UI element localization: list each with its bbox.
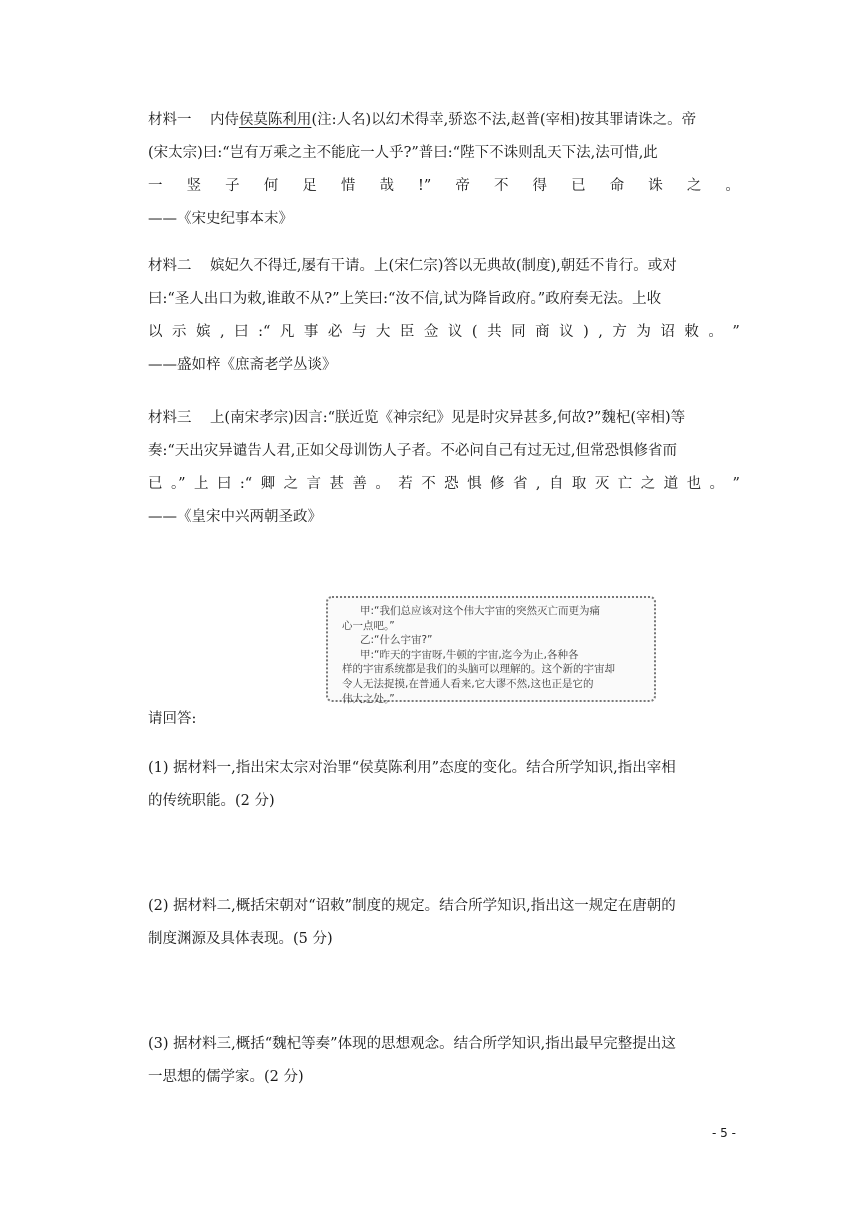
question-1-line-2: 的传统职能。(2 分) (148, 793, 275, 809)
spaced-char: 不 (493, 178, 509, 194)
spaced-char: 已 (148, 476, 163, 492)
text-segment: 上(南宋孝宗)因言:“朕近览《神宗纪》见是时灾异甚多,何故?”魏杞(宰相)等 (209, 410, 686, 426)
spaced-char: 。 (725, 178, 740, 194)
spaced-char: ” (732, 476, 740, 492)
spaced-char: 帝 (455, 178, 470, 194)
figure-line: 伟大之处。” (342, 692, 395, 705)
spaced-char: 之 (686, 178, 702, 194)
spaced-char: 不 (421, 476, 436, 492)
figure-line: 甲:“昨天的宇宙呀,牛顿的宇宙,迄今为止,各种各 (360, 648, 579, 661)
spaced-char: 商 (535, 324, 550, 340)
spaced-char: 哉 (379, 178, 394, 194)
spaced-char: :“ (258, 324, 271, 340)
spaced-char: 。 (708, 324, 723, 340)
spaced-char: 诏 (660, 324, 675, 340)
spaced-char: 子 (225, 178, 240, 194)
figure-line: 样的宇宙系统都是我们的头脑可以理解的。这个新的宇宙却 (342, 663, 615, 676)
spaced-char: 。 (709, 476, 725, 492)
material-label: 材料三 (148, 410, 192, 426)
spaced-char: 得 (532, 178, 548, 194)
spaced-char: 也 (686, 476, 702, 492)
spaced-char: , (535, 476, 541, 492)
spaced-char: 已 (571, 178, 586, 194)
question-2-line-1: (2) 据材料二,概括宋朝对“诏敕”制度的规定。结合所学知识,指出这一规定在唐朝的 (148, 898, 676, 914)
spaced-char: 恐 (444, 476, 459, 492)
spaced-char: 自 (548, 476, 564, 492)
text-segment: 嫔妃久不得迁,屡有干请。上(宋仁宗)答以无典故(制度),朝廷不肯行。或对 (209, 258, 677, 274)
material-1-line-2: (宋太宗)曰:“岂有万乘之主不能庇一人乎?”普曰:“陛下不诛则乱天下法,法可惜,此 (148, 145, 658, 161)
spaced-char: 曰 (216, 476, 232, 492)
spaced-char: 足 (302, 178, 317, 194)
question-1-line-1: (1) 据材料一,指出宋太宗对治罪“侯莫陈利用”态度的变化。结合所学知识,指出宰相 (148, 760, 676, 776)
spaced-char: 嫔 (196, 324, 211, 340)
spaced-char: 议 (559, 324, 574, 340)
spaced-char: ) (583, 324, 589, 340)
spaced-char: 上 (194, 476, 209, 492)
material-label: 材料二 (148, 258, 192, 274)
material-3-line-1 (148, 402, 740, 435)
spaced-char: 事 (303, 324, 319, 340)
spaced-char: 同 (511, 324, 526, 340)
spaced-char: 议 (447, 324, 463, 340)
spaced-char: 亡 (617, 476, 633, 492)
material-2-line-2: 曰:“圣人出口为敕,谁敢不从?”上笑曰:“汝不信,试为降旨政府。”政府奏无法。上收 (148, 291, 662, 307)
material-3-line-2: 奏:“天出灾异谴告人君,正如父母训饬人子者。不必问自己有过无过,但常恐惧修省而 (148, 443, 678, 459)
question-3-line-2: 一思想的儒学家。(2 分) (148, 1069, 304, 1085)
spaced-char: :“ (239, 476, 253, 492)
spaced-char: 甚 (329, 476, 344, 492)
figure-line: 令人无法捉摸,在普通人看来,它大谬不然,这也正是它的 (342, 677, 594, 690)
spaced-char: 共 (487, 324, 502, 340)
figure-line: 乙:“什么宇宙?” (360, 634, 433, 647)
answer-prompt: 请回答: (148, 711, 197, 727)
spaced-char: 善 (352, 476, 367, 492)
spaced-char: !” (418, 178, 432, 194)
spaced-char: 方 (612, 324, 627, 340)
question-2 (148, 890, 740, 956)
spaced-char: 惜 (340, 178, 356, 194)
figure-line: 心一点吧。” (342, 619, 395, 632)
spaced-char: 为 (636, 324, 651, 340)
spaced-char: 竖 (186, 178, 202, 194)
spaced-char: 臣 (399, 324, 415, 340)
question-3 (148, 1028, 740, 1094)
text-segment: (注:人名)以幻术得幸,骄恣不法,赵普(宰相)按其罪请诛之。帝 (311, 112, 697, 128)
material-2 (148, 250, 740, 382)
spaced-char: 取 (571, 476, 587, 492)
spaced-char: 必 (327, 324, 343, 340)
material-2-line-1 (148, 250, 740, 283)
spaced-char: 敕 (684, 324, 699, 340)
spaced-char: 。 (375, 476, 390, 492)
spaced-char: 惧 (467, 476, 482, 492)
material-1-line-1 (148, 104, 740, 137)
spaced-char: 何 (263, 178, 279, 194)
material-1-source: ——《宋史纪事本末》 (148, 211, 293, 227)
spaced-char: 卿 (260, 476, 276, 492)
spaced-char: 言 (306, 476, 322, 492)
figure-line: 甲:“我们总应该对这个伟大宇宙的突然灭亡而更为痛 (360, 605, 600, 617)
spaced-char: ” (732, 324, 740, 340)
material-1 (148, 104, 740, 236)
spaced-char: 修 (490, 476, 505, 492)
spaced-char: , (598, 324, 603, 340)
text-segment: 内侍 (209, 112, 239, 128)
page-number: - 5 - (712, 1126, 736, 1140)
spaced-char: 道 (663, 476, 679, 492)
spaced-char: 灭 (594, 476, 610, 492)
material-3 (148, 402, 740, 534)
spaced-char: 大 (375, 324, 391, 340)
spaced-char: 凡 (279, 324, 295, 340)
spaced-char: 以 (148, 324, 163, 340)
material-3-source: ——《皇宋中兴两朝圣政》 (148, 509, 322, 525)
material-2-source: ——盛如梓《庶斋老学丛谈》 (148, 357, 337, 373)
question-1 (148, 752, 740, 818)
spaced-char: 一 (148, 178, 163, 194)
question-2-line-2: 制度渊源及具体表现。(5 分) (148, 931, 333, 947)
material-label: 材料一 (148, 112, 192, 128)
spaced-char: 命 (609, 178, 625, 194)
material-1-line-3 (148, 170, 740, 203)
material-3-line-3 (148, 468, 740, 501)
spaced-char: , (220, 324, 225, 340)
spaced-char: 之 (640, 476, 656, 492)
spaced-char: 诛 (648, 178, 663, 194)
spaced-char: 佥 (423, 324, 439, 340)
underlined-name: 侯莫陈利用 (238, 112, 312, 128)
spaced-char: 与 (351, 324, 367, 340)
spaced-char: 省 (512, 476, 528, 492)
question-3-line-1: (3) 据材料三,概括“魏杞等奏”体现的思想观念。结合所学知识,指出最早完整提出这 (148, 1036, 676, 1052)
material-2-line-3 (148, 316, 740, 349)
dialogue-figure (326, 596, 656, 705)
spaced-char: 。” (170, 476, 186, 492)
spaced-char: 若 (398, 476, 413, 492)
spaced-char: ( (471, 324, 478, 340)
spaced-char: 曰 (234, 324, 249, 340)
spaced-char: 之 (283, 476, 299, 492)
spaced-char: 示 (172, 324, 187, 340)
